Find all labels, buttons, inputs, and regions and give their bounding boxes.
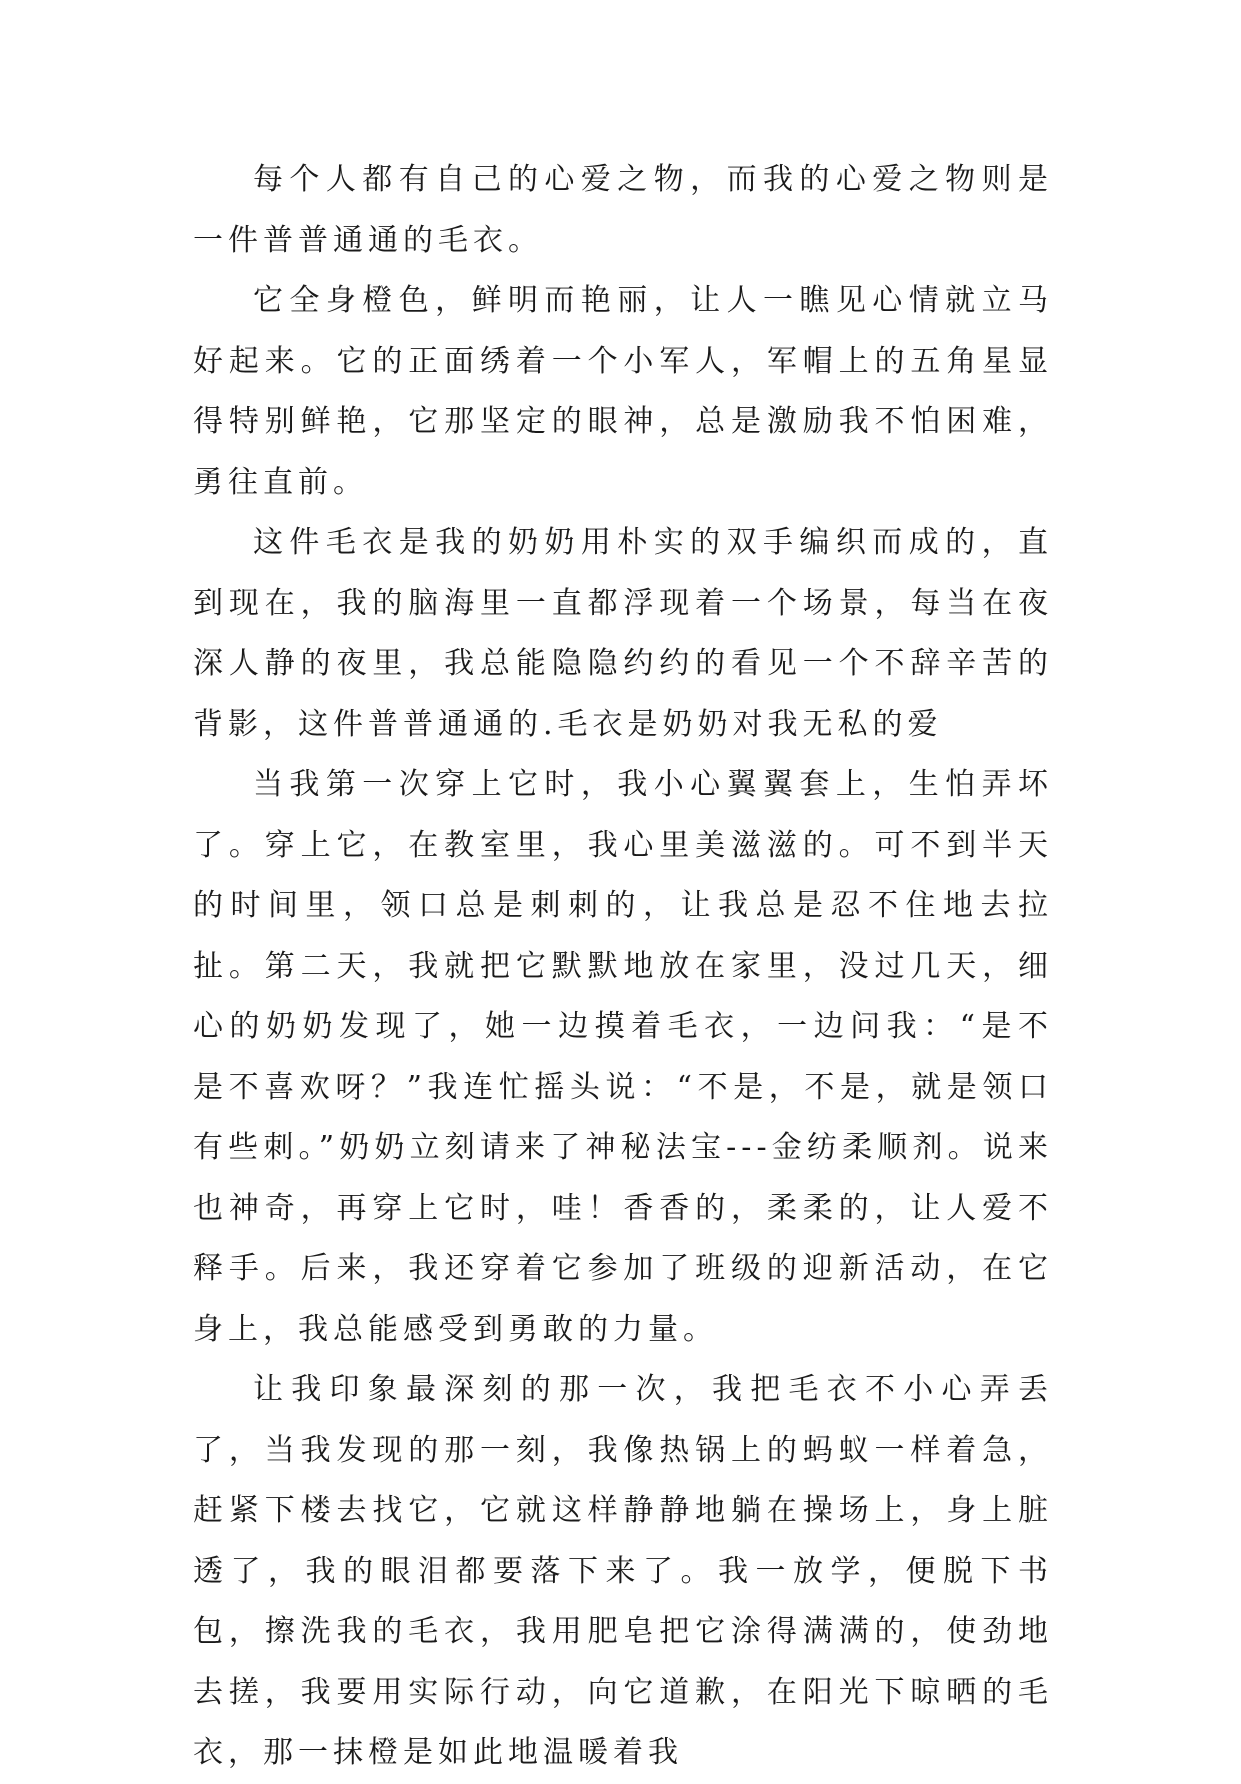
- essay-body: [193, 150, 1053, 1784]
- paragraph-1: 每个人都有自己的心爱之物，而我的心爱之物则是一件普普通通的毛衣。: [193, 162, 1053, 258]
- paragraph-5: 让我印象最深刻的那一次，我把毛衣不小心弄丢了，当我发现的那一刻，我像热锅上的蚂蚁一样着急，赶紧下楼去找它，它就这样静静地躺在操场上，身上脏透了，我的眼泪都要落下来了。我一放学，便脱下书包，擦洗我的毛衣，我用肥皂把它涂得满满的，使劲地去搓，我要用实际行动，向它道歉，在阳光下晾晒的毛衣，那一抹橙是如此地温暖着我: [193, 1372, 1053, 1770]
- paragraph-2: 它全身橙色，鲜明而艳丽，让人一瞧见心情就立马好起来。它的正面绣着一个小军人，军帽上的五角星显得特别鲜艳，它那坚定的眼神，总是激励我不怕困难，勇往直前。: [193, 283, 1053, 500]
- paragraph-3: 这件毛衣是我的奶奶用朴实的双手编织而成的，直到现在，我的脑海里一直都浮现着一个场景，每当在夜深人静的夜里，我总能隐隐约约的看见一个不辞辛苦的背影，这件普普通通的.毛衣是奶奶对我无私的爱: [193, 525, 1053, 742]
- paragraph-4: 当我第一次穿上它时，我小心翼翼套上，生怕弄坏了。穿上它，在教室里，我心里美滋滋的。可不到半天的时间里，领口总是刺刺的，让我总是忍不住地去拉扯。第二天，我就把它默默地放在家里，没过几天，细心的奶奶发现了，她一边摸着毛衣，一边问我：“是不是不喜欢呀？”我连忙摇头说：“不是，不是，就是领口有些刺。”奶奶立刻请来了神秘法宝---金纺柔顺剂。说来也神奇，再穿上它时，哇！香香的，柔柔的，让人爱不释手。后来，我还穿着它参加了班级的迎新活动，在它身上，我总能感受到勇敢的力量。: [193, 767, 1053, 1347]
